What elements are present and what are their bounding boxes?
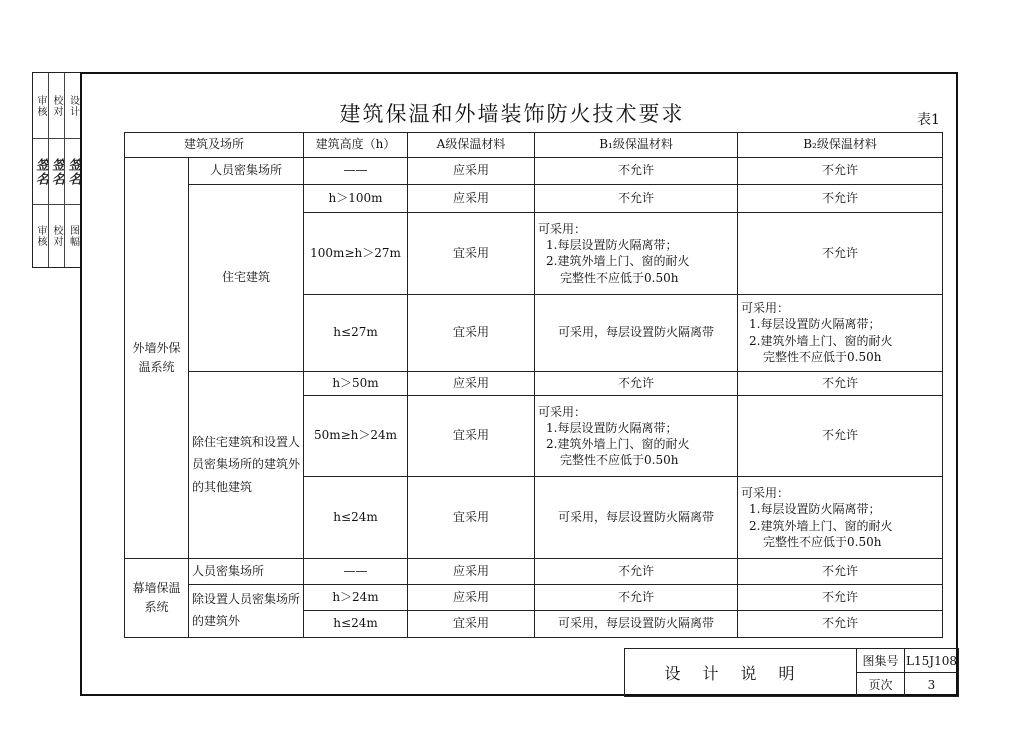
a-class-cell: 宜采用: [408, 294, 535, 371]
table-row: [125, 158, 943, 184]
header-building: 建筑及场所: [125, 133, 304, 158]
height-cell: ——: [304, 558, 408, 584]
building-crowd: 人员密集场所: [189, 158, 304, 184]
a-class-cell: 宜采用: [408, 396, 535, 477]
header-row: [125, 133, 943, 158]
b2-note: 可采用： 1.每层设置防火隔离带； 2.建筑外墙上门、窗的耐火 完整性不应低于0.50h: [741, 486, 893, 549]
b1-class-cell: 不允许: [535, 371, 738, 395]
b1-class-cell: 不允许: [535, 158, 738, 184]
page-label: 页次: [857, 673, 905, 697]
group-wall-system: 外墙外保温系统: [125, 158, 189, 558]
b2-class-cell: [738, 477, 943, 558]
atlas-number-label: 图集号: [857, 649, 905, 673]
side-cell-check-2: 校对: [49, 205, 65, 267]
height-cell: h＞100m: [304, 184, 408, 212]
page-number: 3: [905, 673, 959, 697]
side-cell-review-2: 审核: [33, 205, 49, 267]
height-cell: ——: [304, 158, 408, 184]
table-row: [125, 585, 943, 611]
a-class-cell: 应采用: [408, 184, 535, 212]
side-cell-sheet: 图幅: [67, 225, 79, 247]
a-class-cell: 应采用: [408, 371, 535, 395]
b2-class-cell: 不允许: [738, 158, 943, 184]
b2-class-cell: 不允许: [738, 213, 943, 294]
fire-protection-requirements-table: [124, 132, 943, 638]
height-cell: h≤24m: [304, 477, 408, 558]
a-class-cell: 宜采用: [408, 213, 535, 294]
atlas-number-value: L15J108: [905, 649, 959, 673]
a-class-cell: 应采用: [408, 158, 535, 184]
title-block: [624, 648, 959, 697]
building-residential: 住宅建筑: [189, 184, 304, 371]
header-a-class: A级保温材料: [408, 133, 535, 158]
b2-class-cell: 不允许: [738, 184, 943, 212]
building-crowd-cw: 人员密集场所: [189, 558, 304, 584]
height-cell: h＞24m: [304, 585, 408, 611]
b2-class-cell: [738, 294, 943, 371]
table-row: [125, 558, 943, 584]
b2-class-cell: 不允许: [738, 585, 943, 611]
height-cell: h≤24m: [304, 611, 408, 638]
b1-class-cell: 可采用，每层设置防火隔离带: [535, 477, 738, 558]
table-number: 表1: [917, 112, 940, 128]
signature-2: 签名: [49, 139, 65, 205]
b1-note: 可采用： 1.每层设置防火隔离带； 2.建筑外墙上门、窗的耐火 完整性不应低于0.50h: [538, 404, 690, 468]
b2-class-cell: 不允许: [738, 396, 943, 477]
document-title: 建筑保温和外墙装饰防火技术要求: [339, 102, 685, 126]
table-row: [125, 371, 943, 395]
height-cell: 50m≥h＞24m: [304, 396, 408, 477]
height-cell: h≤27m: [304, 294, 408, 371]
b1-class-cell: 不允许: [535, 558, 738, 584]
b2-class-cell: 不允许: [738, 611, 943, 638]
b2-class-cell: 不允许: [738, 558, 943, 584]
a-class-cell: 宜采用: [408, 611, 535, 638]
table-row: [125, 184, 943, 212]
header-height: 建筑高度（h）: [304, 133, 408, 158]
b1-class-cell: 可采用，每层设置防火隔离带: [535, 294, 738, 371]
signature-1: 签名: [33, 139, 49, 205]
a-class-cell: 应采用: [408, 558, 535, 584]
building-other-cw: 除设置人员密集场所的建筑外: [189, 585, 304, 638]
height-cell: 100m≥h＞27m: [304, 213, 408, 294]
signature-3: 签名: [65, 139, 81, 205]
b2-class-cell: 不允许: [738, 371, 943, 395]
b1-class-cell: 不允许: [535, 184, 738, 212]
b1-class-cell: [535, 396, 738, 477]
b1-class-cell: [535, 213, 738, 294]
a-class-cell: 宜采用: [408, 477, 535, 558]
side-cell-review: 审核: [33, 73, 49, 139]
side-cell-check: 校对: [49, 73, 65, 139]
b2-note: 可采用： 1.每层设置防火隔离带； 2.建筑外墙上门、窗的耐火 完整性不应低于0.50h: [741, 301, 893, 364]
building-other: 除住宅建筑和设置人员密集场所的建筑外的其他建筑: [189, 371, 304, 558]
drawing-name: 设计说明: [625, 649, 857, 697]
header-b2-class: B₂级保温材料: [738, 133, 943, 158]
group-curtain-system: 幕墙保温系统: [125, 558, 189, 637]
header-b1-class: B₁级保温材料: [535, 133, 738, 158]
side-cell-design: 设计: [65, 73, 81, 139]
b1-note: 可采用： 1.每层设置防火隔离带； 2.建筑外墙上门、窗的耐火 完整性不应低于0.50h: [538, 222, 690, 285]
b1-class-cell: 不允许: [535, 585, 738, 611]
b1-class-cell: 可采用，每层设置防火隔离带: [535, 611, 738, 638]
height-cell: h＞50m: [304, 371, 408, 395]
a-class-cell: 应采用: [408, 585, 535, 611]
